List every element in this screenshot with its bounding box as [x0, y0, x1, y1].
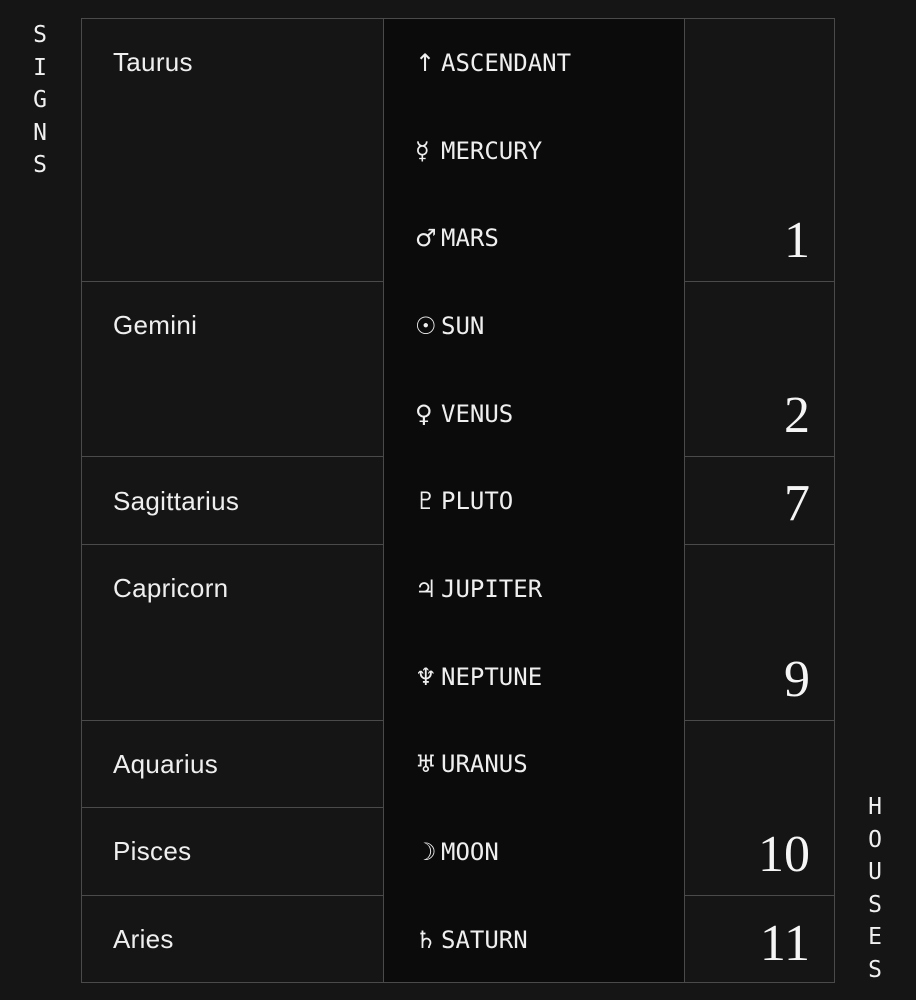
- planet-name: JUPITER: [441, 575, 543, 604]
- vertical-label-letter: S: [868, 891, 882, 918]
- houses-vertical-label: [863, 791, 887, 986]
- venus-icon: ♀: [415, 399, 433, 428]
- house-number: 11: [759, 914, 810, 972]
- saturn-icon: ♄: [415, 925, 437, 954]
- vertical-label-letter: S: [33, 22, 47, 48]
- sign-name: Gemini: [113, 310, 198, 341]
- sign-name: Aquarius: [113, 748, 219, 779]
- planet-row: [415, 194, 499, 282]
- planet-row: [415, 808, 499, 896]
- sign-name: Taurus: [113, 47, 193, 77]
- planet-row: [415, 458, 513, 546]
- sun-icon: ☉: [415, 311, 437, 340]
- sign-cell: [82, 458, 383, 546]
- planet-row: [415, 633, 542, 721]
- mercury-icon: ☿: [415, 136, 430, 165]
- vertical-label-letter: S: [33, 152, 47, 178]
- planet-name: MERCURY: [441, 136, 543, 165]
- planet-name: MOON: [441, 838, 499, 867]
- sign-name: Capricorn: [113, 573, 229, 604]
- sign-name: Sagittarius: [113, 485, 240, 516]
- planet-name: VENUS: [441, 399, 514, 428]
- planet-row: [415, 545, 542, 633]
- planet-row: [415, 107, 542, 195]
- planet-row: [415, 19, 571, 107]
- planet-name: URANUS: [441, 750, 528, 779]
- signs-vertical-label: [28, 19, 52, 182]
- planet-name: NEPTUNE: [441, 662, 543, 691]
- signs-column: [82, 19, 383, 982]
- planet-name: SATURN: [441, 925, 528, 954]
- planet-row: [415, 282, 484, 370]
- sign-cell: [82, 19, 383, 282]
- vertical-label-letter: S: [868, 956, 882, 983]
- planet-row: [415, 896, 528, 984]
- house-number: 10: [758, 825, 810, 883]
- house-cell: [685, 458, 834, 546]
- planet-name: SUN: [441, 311, 485, 340]
- mars-icon: ♂: [415, 224, 437, 253]
- house-number: 1: [784, 212, 810, 270]
- house-number: 7: [784, 475, 810, 533]
- sign-cell: [82, 808, 383, 896]
- jupiter-icon: ♃: [415, 575, 437, 604]
- vertical-label-letter: G: [33, 87, 47, 113]
- moon-icon: ☽: [415, 838, 437, 867]
- sign-name: Pisces: [113, 836, 192, 867]
- uranus-icon: ♅: [415, 750, 437, 779]
- ascendant-icon: ↑: [415, 48, 436, 77]
- pluto-icon: ♇: [415, 487, 437, 516]
- house-cell: [685, 721, 834, 896]
- sign-cell: [82, 545, 383, 720]
- planet-name: MARS: [441, 224, 499, 253]
- sign-cell: [82, 282, 383, 457]
- vertical-label-letter: I: [33, 54, 47, 81]
- placements-table: [81, 18, 835, 983]
- houses-column: [685, 19, 834, 982]
- house-cell: [685, 896, 834, 984]
- planet-row: [415, 370, 513, 458]
- house-cell: [685, 545, 834, 720]
- sign-name: Aries: [113, 924, 174, 954]
- sign-cell: [82, 721, 383, 809]
- planet-name: PLUTO: [441, 487, 514, 516]
- vertical-label-letter: H: [868, 794, 882, 820]
- neptune-icon: ♆: [415, 662, 437, 691]
- sign-cell: [82, 896, 383, 984]
- house-number: 2: [784, 387, 810, 445]
- planets-column: [383, 19, 685, 982]
- planet-row: [415, 721, 528, 809]
- vertical-label-letter: N: [33, 119, 47, 146]
- planet-name: ASCENDANT: [441, 48, 572, 77]
- house-cell: [685, 282, 834, 457]
- vertical-label-letter: U: [868, 859, 882, 885]
- house-number: 9: [784, 650, 810, 708]
- house-cell: [685, 19, 834, 282]
- vertical-label-letter: O: [868, 826, 882, 853]
- vertical-label-letter: E: [868, 924, 882, 950]
